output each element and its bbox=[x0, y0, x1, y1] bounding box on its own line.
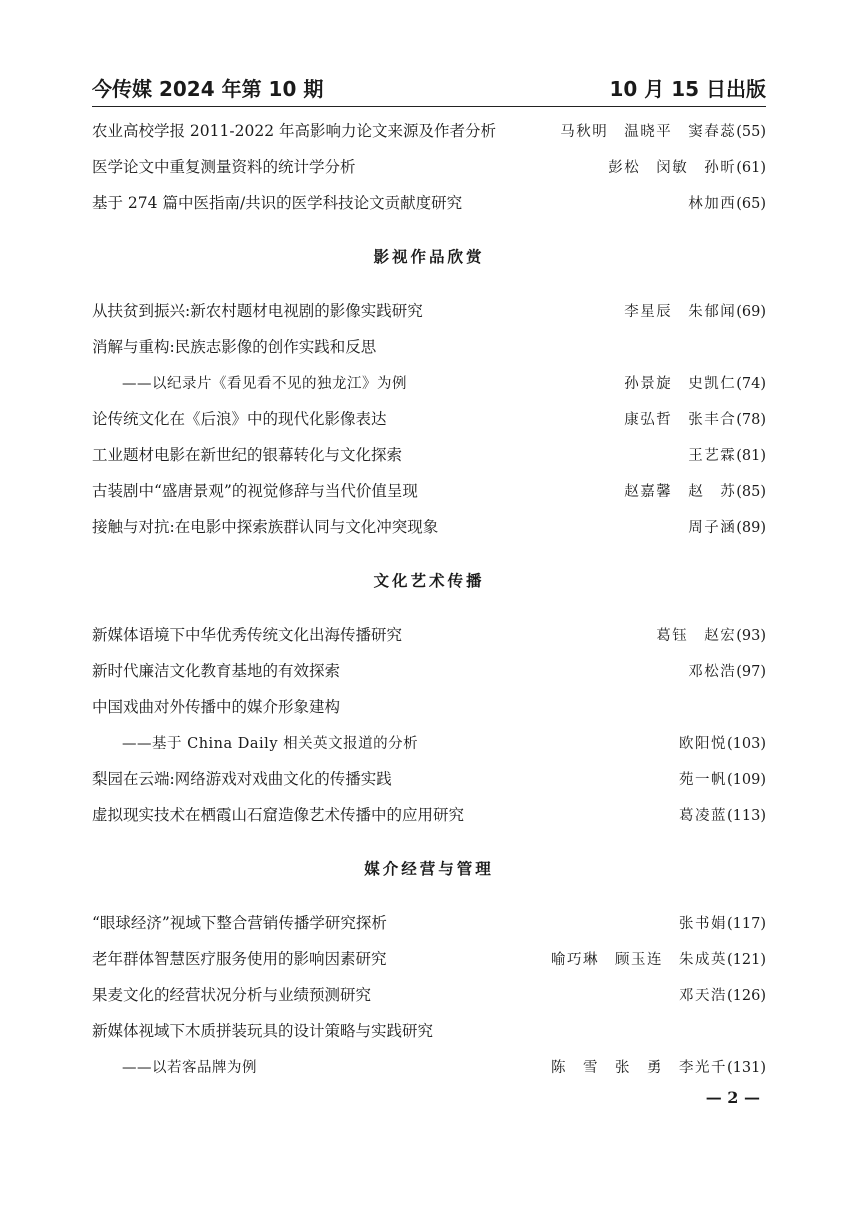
toc-entry[interactable] bbox=[92, 292, 766, 328]
entry-subtitle: ——以若客品牌为例 bbox=[122, 1059, 257, 1076]
entry-authors-page bbox=[624, 300, 766, 321]
entry-authors: 康弘哲 张丰合 bbox=[624, 411, 737, 428]
entry-title: 基于 274 篇中医指南/共识的医学科技论文贡献度研究 bbox=[92, 194, 463, 212]
entry-subtitle: ——以纪录片《看见看不见的独龙江》为例 bbox=[122, 375, 407, 392]
entry-authors: 陈 雪 张 勇 李光千 bbox=[551, 1059, 727, 1076]
toc-entry[interactable] bbox=[92, 904, 766, 940]
entry-page: (81) bbox=[736, 447, 766, 464]
entry-authors-page bbox=[656, 624, 766, 645]
toc-entry[interactable] bbox=[92, 1012, 766, 1048]
entry-authors: 李星辰 朱郁闻 bbox=[624, 303, 737, 320]
entry-authors-page bbox=[608, 156, 766, 177]
entry-authors-page bbox=[624, 408, 766, 429]
toc-entry[interactable] bbox=[92, 328, 766, 364]
toc-entry[interactable] bbox=[92, 184, 766, 220]
entry-authors-page bbox=[688, 444, 766, 465]
entry-title: 从扶贫到振兴:新农村题材电视剧的影像实践研究 bbox=[92, 302, 423, 320]
toc-entry[interactable] bbox=[92, 724, 766, 760]
section-heading: 影视作品欣赏 bbox=[373, 248, 485, 266]
table-of-contents bbox=[92, 112, 766, 1084]
entry-authors-page bbox=[688, 516, 766, 537]
entry-title: 新媒体视域下木质拼装玩具的设计策略与实践研究 bbox=[92, 1022, 434, 1040]
toc-entry[interactable] bbox=[92, 112, 766, 148]
entry-page: (109) bbox=[727, 771, 766, 788]
entry-authors: 葛凌蓝 bbox=[679, 807, 727, 824]
entry-page: (113) bbox=[727, 807, 766, 824]
entry-title: 老年群体智慧医疗服务使用的影响因素研究 bbox=[92, 950, 387, 968]
journal-issue: 今传媒 2024 年第 10 期 bbox=[92, 77, 324, 101]
entry-authors-page bbox=[679, 912, 766, 933]
toc-entry[interactable] bbox=[92, 616, 766, 652]
entry-title: 新时代廉洁文化教育基地的有效探索 bbox=[92, 662, 341, 680]
entry-subtitle: ——基于 China Daily 相关英文报道的分析 bbox=[122, 735, 419, 752]
entry-title: 果麦文化的经营状况分析与业绩预测研究 bbox=[92, 986, 372, 1004]
entry-title: 梨园在云端:网络游戏对戏曲文化的传播实践 bbox=[92, 770, 392, 788]
entry-page: (117) bbox=[727, 915, 766, 932]
entry-authors-page bbox=[688, 192, 766, 213]
entry-page: (103) bbox=[727, 735, 766, 752]
toc-entry[interactable] bbox=[92, 436, 766, 472]
entry-title: 古装剧中“盛唐景观”的视觉修辞与当代价值呈现 bbox=[92, 482, 418, 500]
entry-authors: 马秋明 温晓平 窦春蕊 bbox=[560, 123, 737, 140]
entry-page: (89) bbox=[736, 519, 766, 536]
toc-entry[interactable] bbox=[92, 364, 766, 400]
entry-authors-page bbox=[560, 120, 766, 141]
entry-page: (74) bbox=[736, 375, 766, 392]
entry-authors-page bbox=[624, 372, 766, 393]
entry-authors: 王艺霖 bbox=[688, 447, 737, 464]
entry-page: (97) bbox=[736, 663, 766, 680]
toc-entry[interactable] bbox=[92, 760, 766, 796]
entry-title: 论传统文化在《后浪》中的现代化影像表达 bbox=[92, 410, 387, 428]
entry-authors-page bbox=[688, 660, 766, 681]
entry-authors-page bbox=[679, 768, 766, 789]
entry-page: (93) bbox=[736, 627, 766, 644]
entry-page: (61) bbox=[736, 159, 766, 176]
entry-title: 接触与对抗:在电影中探索族群认同与文化冲突现象 bbox=[92, 518, 439, 536]
entry-authors-page bbox=[679, 804, 766, 825]
entry-authors-page bbox=[551, 948, 766, 969]
entry-title: 消解与重构:民族志影像的创作实践和反思 bbox=[92, 338, 377, 356]
toc-entry[interactable] bbox=[92, 400, 766, 436]
toc-entry[interactable] bbox=[92, 940, 766, 976]
entry-authors: 张书娟 bbox=[679, 915, 727, 932]
entry-authors: 喻巧琳 顾玉连 朱成英 bbox=[551, 951, 727, 968]
entry-title: 工业题材电影在新世纪的银幕转化与文化探索 bbox=[92, 446, 403, 464]
entry-page: (55) bbox=[736, 123, 766, 140]
toc-entry[interactable] bbox=[92, 472, 766, 508]
toc-entry[interactable] bbox=[92, 688, 766, 724]
entry-page: (65) bbox=[736, 195, 766, 212]
publication-date: 10 月 15 日出版 bbox=[609, 77, 766, 101]
entry-title: 中国戏曲对外传播中的媒介形象建构 bbox=[92, 698, 341, 716]
section-heading: 媒介经营与管理 bbox=[364, 860, 494, 878]
toc-entry[interactable] bbox=[92, 796, 766, 832]
toc-entry[interactable] bbox=[92, 148, 766, 184]
entry-authors-page bbox=[551, 1056, 766, 1077]
entry-authors: 赵嘉馨 赵 苏 bbox=[624, 483, 737, 500]
entry-title: 新媒体语境下中华优秀传统文化出海传播研究 bbox=[92, 626, 403, 644]
entry-authors-page bbox=[679, 984, 766, 1005]
entry-title: “眼球经济”视域下整合营销传播学研究探析 bbox=[92, 914, 387, 932]
section-heading: 文化艺术传播 bbox=[373, 572, 485, 590]
toc-entry[interactable] bbox=[92, 652, 766, 688]
page-header bbox=[92, 72, 766, 107]
entry-authors: 彭松 闵敏 孙昕 bbox=[608, 159, 737, 176]
entry-page: (69) bbox=[736, 303, 766, 320]
entry-authors: 邓天浩 bbox=[679, 987, 727, 1004]
page-number: — 2 — bbox=[705, 1088, 760, 1107]
entry-title: 虚拟现实技术在栖霞山石窟造像艺术传播中的应用研究 bbox=[92, 806, 465, 824]
entry-authors: 孙景旋 史凯仁 bbox=[624, 375, 737, 392]
entry-authors: 林加西 bbox=[688, 195, 737, 212]
entry-authors: 苑一帆 bbox=[679, 771, 727, 788]
entry-page: (78) bbox=[736, 411, 766, 428]
entry-authors: 欧阳悦 bbox=[679, 735, 727, 752]
entry-page: (85) bbox=[736, 483, 766, 500]
entry-page: (126) bbox=[727, 987, 766, 1004]
entry-authors-page bbox=[624, 480, 766, 501]
toc-entry[interactable] bbox=[92, 976, 766, 1012]
entry-authors-page bbox=[679, 732, 766, 753]
entry-authors: 邓松浩 bbox=[688, 663, 737, 680]
entry-authors: 葛钰 赵宏 bbox=[656, 627, 737, 644]
toc-entry[interactable] bbox=[92, 1048, 766, 1084]
entry-page: (121) bbox=[727, 951, 766, 968]
entry-authors: 周子涵 bbox=[688, 519, 737, 536]
entry-title: 医学论文中重复测量资料的统计学分析 bbox=[92, 158, 356, 176]
entry-page: (131) bbox=[727, 1059, 766, 1076]
entry-title: 农业高校学报 2011-2022 年高影响力论文来源及作者分析 bbox=[92, 122, 496, 140]
toc-entry[interactable] bbox=[92, 508, 766, 544]
